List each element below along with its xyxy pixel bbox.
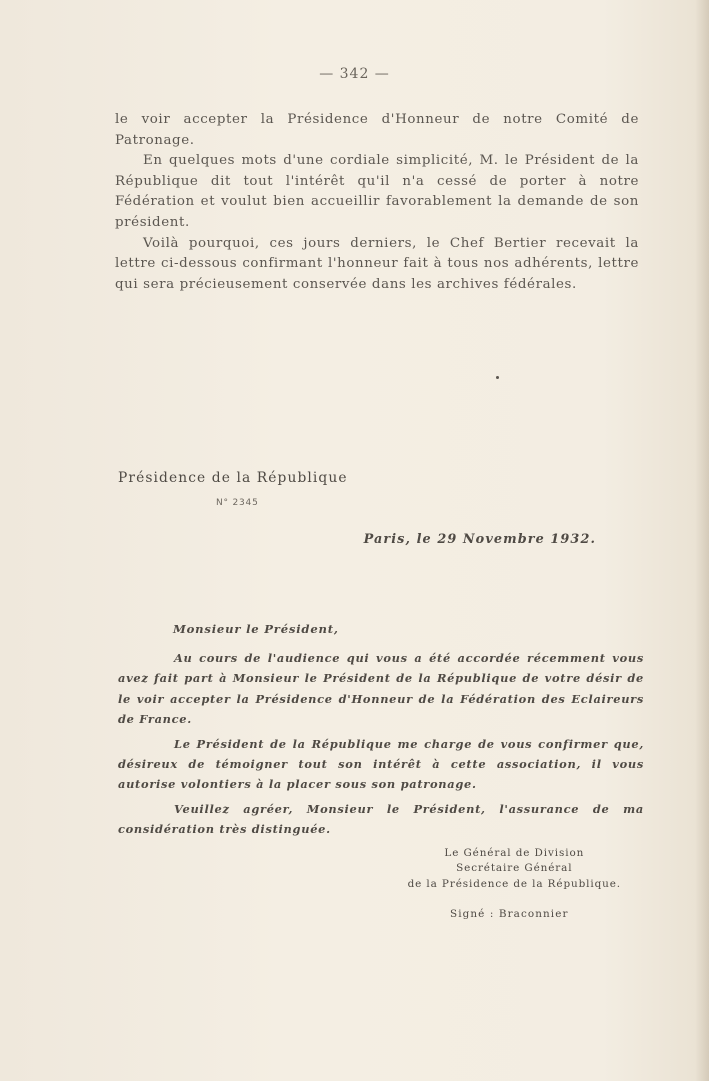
intro-paragraph-3: Voilà pourquoi, ces jours derniers, le Chef Bertier recevait la lettre ci-dessous confirmant l'honneur fait à tous nos adhérents, lettre qui sera précieusement conservée dans les archives fédérales. [115,235,639,292]
page-edge-shadow [695,0,709,1081]
letter-reference-number: N° 2345 [216,498,259,508]
intro-paragraph-1: le voir accepter la Présidence d'Honneur de notre Comité de Patronage. [115,112,639,148]
letter-letterhead: Présidence de la République [118,470,348,486]
letter-paragraph-1: Au cours de l'audience qui vous a été accordée récemment vous avez fait part à Monsieur le Président de la République de votre désir de le voir accepter la Présidence d'Honneur de la Fédération des Eclaireurs de France. [118,651,644,727]
ink-dot [496,376,499,379]
signature-line-3: de la Présidence de la République. [407,877,621,890]
letter-paragraph-3: Veuillez agréer, Monsieur le Président, l'assurance de ma considération très distinguée. [118,801,644,837]
intro-text [115,110,639,295]
letter-salutation: Monsieur le Président, [173,622,339,636]
letter-signature-block [408,846,621,892]
letter-paragraph-2: Le Président de la République me charge de vous confirmer que, désireux de témoigner tout son intérêt à cette association, il vous autorise volontiers à la placer sous son patronage. [118,736,644,792]
letter-dateline: Paris, le 29 Novembre 1932. [363,532,596,547]
intro-paragraph-2: En quelques mots d'une cordiale simplicité, M. le Président de la République dit tout l'intérêt qu'il n'a cessé de porter à notre Fédération et voulut bien accueillir favorablement la demande de son président. [115,153,639,230]
letter-signed-by: Signé : Braconnier [450,908,569,920]
signature-line-2: Secrétaire Général [456,862,573,875]
page-number: — 342 — [319,66,390,82]
letter-body [118,648,644,844]
signature-line-1: Le Général de Division [444,847,585,859]
